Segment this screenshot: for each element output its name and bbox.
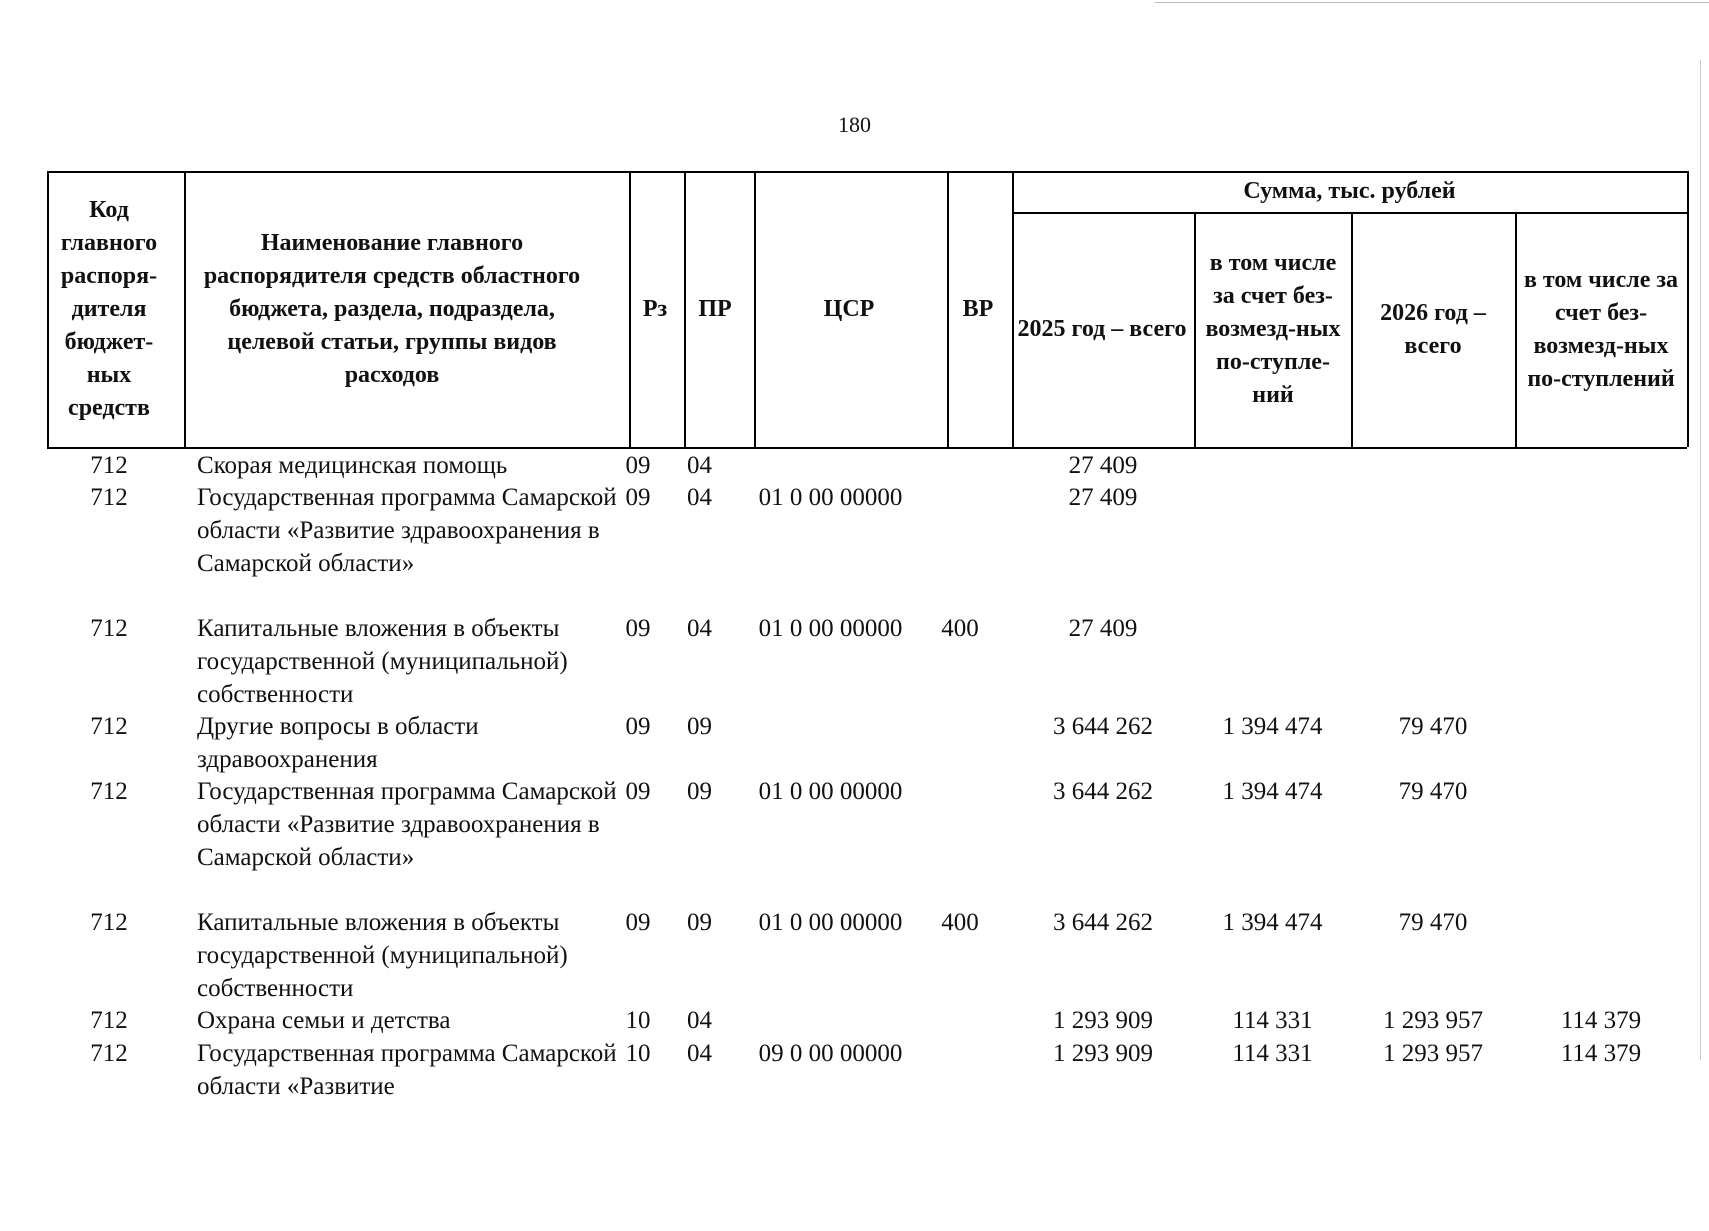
cell-csr: 01 0 00 00000 [758,484,903,511]
cell-rz: 09 [625,452,651,479]
cell-pr: 04 [687,484,712,511]
page-number: 180 [838,112,871,137]
cell-code: 712 [90,484,128,511]
header-col-divider [754,171,756,447]
cell-vr: 400 [941,615,979,642]
cell-rz: 09 [625,713,651,740]
cell-2025-total: 27 409 [1068,615,1138,642]
cell-csr: 01 0 00 00000 [758,909,903,936]
cell-pr: 09 [687,909,712,936]
cell-name: Скорая медицинская помощь [197,452,508,479]
cell-2025-total: 3 644 262 [1053,778,1153,805]
cell-2025-free: 114 331 [1232,1007,1313,1034]
cell-2025-total: 3 644 262 [1053,713,1153,740]
cell-code: 712 [90,778,128,805]
header-2025-total: 2025 год – всего [1017,316,1187,342]
header-name: Наименование главного распорядителя средств областного бюджета, раздела, подраздела, целевой статьи, группы видов расходов [203,229,581,388]
cell-2026-total: 79 470 [1398,713,1468,740]
header-col-divider [47,171,49,447]
header-2026-total: 2026 год – всего [1380,299,1486,359]
cell-2025-free: 1 394 474 [1222,778,1323,805]
cell-rz: 10 [625,1007,651,1034]
cell-2025-free: 114 331 [1232,1040,1313,1067]
cell-2026-free: 114 379 [1560,1007,1642,1034]
header-sum-divider [1012,212,1687,214]
cell-2026-free: 114 379 [1560,1040,1642,1067]
cell-pr: 04 [687,1040,712,1067]
cell-2026-total: 1 293 957 [1383,1007,1483,1034]
cell-rz: 09 [625,615,651,642]
cell-name: Государственная программа Самарской области «Развитие здравоохранения в Самарской области» [197,484,617,577]
scan-edge-line [1155,2,1709,3]
cell-2025-total: 1 293 909 [1053,1040,1153,1067]
header-vr: ВР [962,295,994,322]
cell-code: 712 [90,1007,128,1034]
cell-2025-free: 1 394 474 [1222,713,1323,740]
cell-vr: 400 [941,909,979,936]
cell-rz: 09 [625,484,651,511]
cell-code: 712 [90,909,128,936]
cell-pr: 04 [687,615,712,642]
cell-name: Капитальные вложения в объекты государственной (муниципальной) собственности [197,909,568,1002]
header-csr: ЦСР [823,295,875,322]
cell-2025-total: 1 293 909 [1053,1007,1153,1034]
header-col-divider [684,171,686,447]
header-col-divider [947,171,949,447]
cell-2026-total: 79 470 [1398,778,1468,805]
cell-2025-total: 27 409 [1068,452,1138,479]
header-col-divider [629,171,631,447]
cell-name: Другие вопросы в области здравоохранения [197,713,479,773]
header-2026-free: в том числе за счет без-возмезд-ных по-ступлений [1523,266,1679,392]
cell-rz: 10 [625,1040,651,1067]
header-border-top [47,171,1687,173]
header-2025-free: в том числе за счет без-возмезд-ных по-ступле-ний [1205,250,1341,408]
cell-2026-total: 1 293 957 [1383,1040,1483,1067]
cell-code: 712 [90,452,128,479]
cell-pr: 09 [687,713,712,740]
cell-2025-total: 27 409 [1068,484,1138,511]
cell-2025-total: 3 644 262 [1053,909,1153,936]
header-col-divider [1194,212,1196,447]
header-col-divider [1687,171,1689,447]
header-col-divider [1012,171,1014,447]
cell-code: 712 [90,615,128,642]
header-col-divider [1515,212,1517,447]
cell-2025-free: 1 394 474 [1222,909,1323,936]
cell-code: 712 [90,713,128,740]
cell-name: Государственная программа Самарской области «Развитие здравоохранения в Самарской области» [197,778,617,871]
scan-edge-line-right [1700,60,1701,1060]
cell-code: 712 [90,1040,128,1067]
header-sum: Сумма, тыс. рублей [1243,178,1456,204]
cell-pr: 09 [687,778,712,805]
cell-2026-total: 79 470 [1398,909,1468,936]
cell-name: Охрана семьи и детства [197,1007,451,1034]
cell-rz: 09 [625,909,651,936]
cell-pr: 04 [687,1007,712,1034]
cell-rz: 09 [625,778,651,805]
budget-table [47,171,1687,1231]
cell-name: Государственная программа Самарской области «Развитие [197,1040,617,1100]
cell-name: Капитальные вложения в объекты государственной (муниципальной) собственности [197,615,568,708]
header-col-divider [184,171,186,447]
cell-csr: 01 0 00 00000 [758,778,903,805]
cell-pr: 04 [687,452,712,479]
cell-csr: 09 0 00 00000 [758,1040,903,1067]
header-col-divider [1351,212,1353,447]
header-rz: Рз [642,295,668,322]
cell-csr: 01 0 00 00000 [758,615,903,642]
header-pr: ПР [698,295,732,322]
header-code: Код главного распоря-дителя бюджет-ных средств [60,196,158,421]
